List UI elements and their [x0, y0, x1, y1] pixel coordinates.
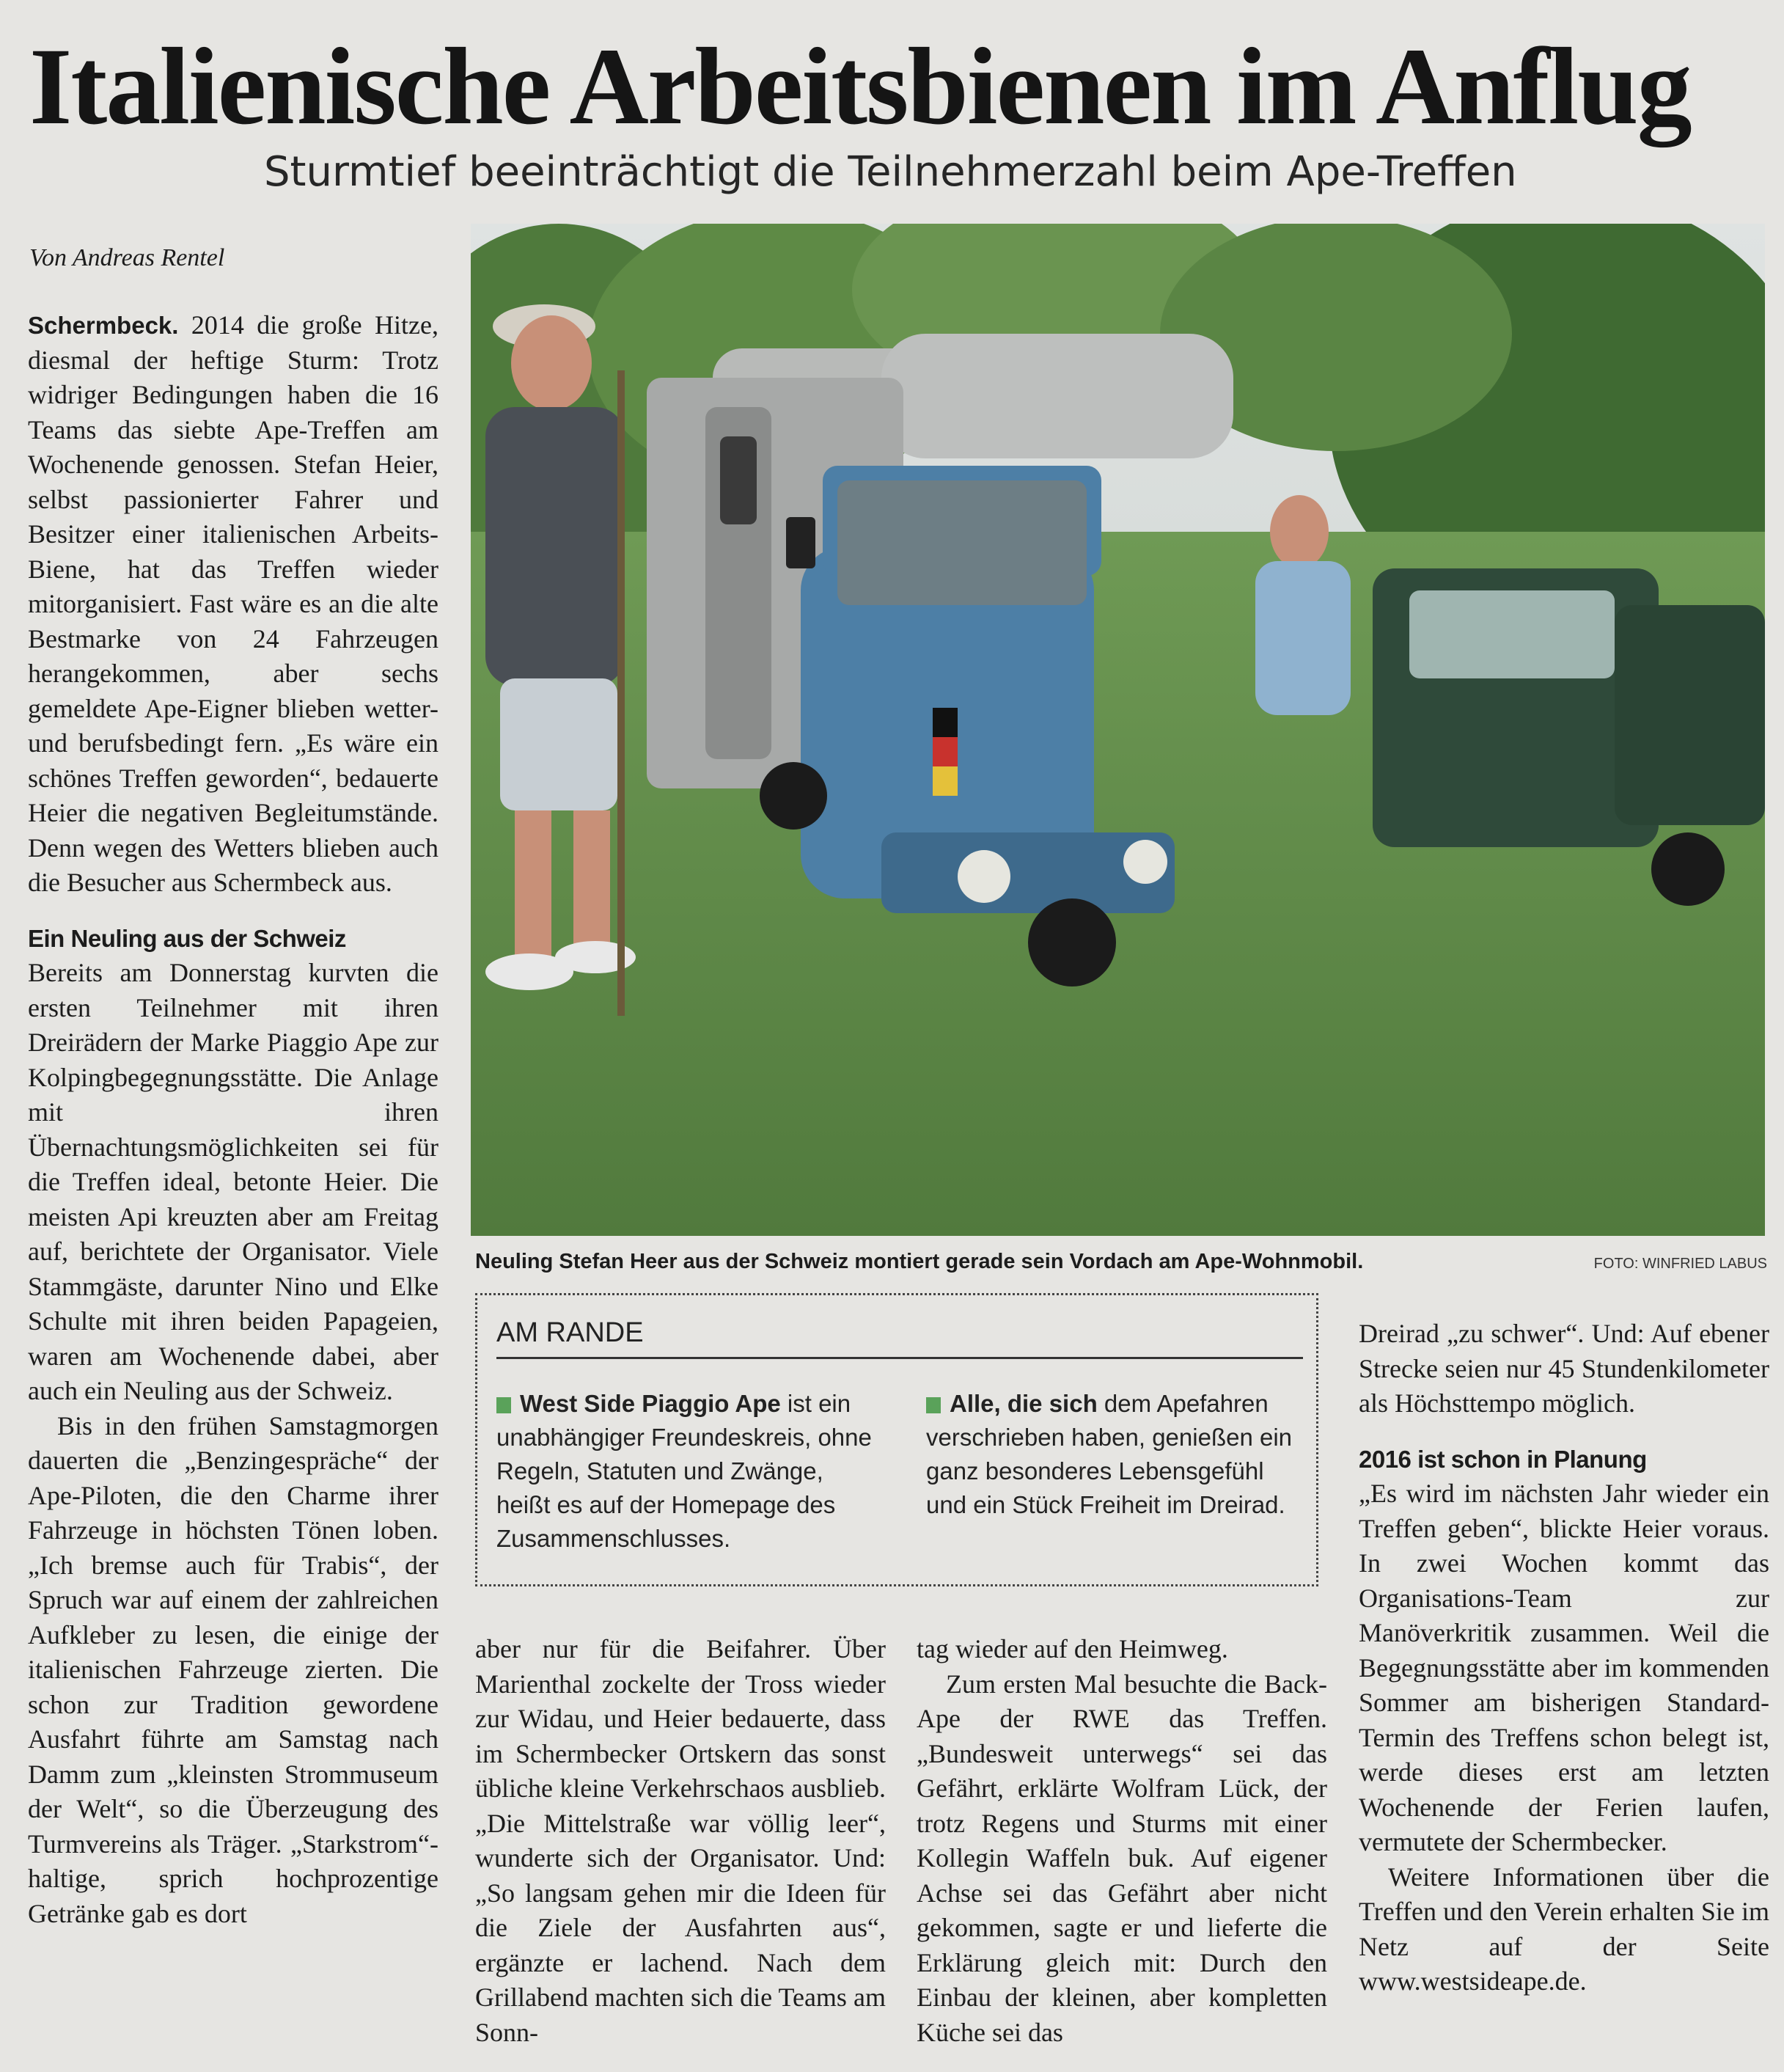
- box-item: [496, 1387, 878, 1556]
- article-column-4: [1359, 1317, 1769, 1999]
- paragraph: „Es wird im nächsten Jahr wieder ein Treffen geben“, blickte Heier voraus. In zwei Wochen kommt das Organisations-Team zur Manöverkritik zusammen. Weil die Begegnungsstätte aber im kommenden Sommer am bisherigen Standard-Termin des Treffens schon belegt ist, werde dieses erst am letzten Wochenende der Ferien laufen, vermutete der Schermbecker.: [1359, 1479, 1769, 1856]
- green-square-bullet-icon: [496, 1397, 511, 1413]
- subheading: 2016 ist schon in Planung: [1359, 1445, 1647, 1473]
- box-item-lead: Alle, die sich: [950, 1390, 1098, 1417]
- campervan-photo: [471, 224, 1765, 1236]
- headline: Italienische Arbeitsbienen im Anflug: [29, 26, 1691, 147]
- paragraph: Weitere Informationen über die Treffen und den Verein erhalten Sie im Netz auf der Seite www.westsideape.de.: [1359, 1861, 1769, 1996]
- subheading: Ein Neuling aus der Schweiz: [28, 924, 346, 952]
- box-title: AM RANDE: [496, 1314, 1303, 1359]
- paragraph: [28, 308, 438, 901]
- dateline: Schermbeck.: [28, 312, 179, 339]
- paragraph: aber nur für die Beifahrer. Über Marienthal zockelte der Tross wieder zur Widau, und Heier bedauerte, dass im Schermbecker Ortskern das sonst übliche kleine Verkehrschaos ausblieb. „Die Mittelstraße war völlig leer“, wunderte sich der Organisator. Und: „So langsam gehen mir die Ideen für die Ziele der Ausfahrten aus“, ergänzte er lachend. Nach dem Grillabend machten sich die Teams am Sonn-: [475, 1634, 886, 2047]
- photo-credit: FOTO: WINFRIED LABUS: [1593, 1256, 1767, 1272]
- paragraph: Dreirad „zu schwer“. Und: Auf ebener Strecke seien nur 45 Stundenkilometer als Höchsttempo möglich.: [1359, 1319, 1769, 1418]
- box-item-text: dem Apefahren verschrieben haben, genießen ein ganz besonderes Lebensgefühl und ein Stück Freiheit im Dreirad.: [926, 1390, 1293, 1518]
- paragraph: tag wieder auf den Heimweg.: [917, 1634, 1228, 1663]
- box-item-lead: West Side Piaggio Ape: [520, 1390, 781, 1417]
- box-item-text: ist ein unabhängiger Freundeskreis, ohne Regeln, Statuten und Zwänge, heißt es auf der Homepage des Zusammenschlusses.: [496, 1390, 872, 1552]
- box-item: [926, 1387, 1307, 1522]
- paragraph-text: 2014 die große Hitze, diesmal der heftige Sturm: Trotz widriger Bedingungen haben die 16 Teams das siebte Ape-Treffen am Wochenende genossen. Stefan Heier, selbst passionierter Fahrer und Besitzer einer italienischen Arbeits-Biene, hat das Treffen wieder mitorganisiert. Fast wäre es an die alte Bestmarke von 24 Fahrzeugen herangekommen, aber sechs gemeldete Ape-Eigner blieben wetter- und berufsbedingt fern. „Es wäre ein schönes Treffen geworden“, bedauerte Heier die negativen Begleitumstände. Denn wegen des Wetters blieben auch die Besucher aus Schermbeck aus.: [28, 310, 439, 897]
- article-column-2: [475, 1632, 886, 2050]
- article-column-1: [28, 308, 438, 1931]
- green-square-bullet-icon: [926, 1397, 941, 1413]
- photo: [471, 224, 1765, 1236]
- byline: Von Andreas Rentel: [29, 244, 225, 271]
- article-column-3: [917, 1632, 1327, 2050]
- paragraph: Zum ersten Mal besuchte die Back-Ape der RWE das Treffen. „Bundesweit unterwegs“ sei das Gefährt, erklärte Wolfram Lück, der trotz Regens und Sturms mit einer Kollegin Waffeln buk. Auf eigener Achse sei das Gefährt aber nicht gekommen, sagte er und lieferte die Erklärung gleich mit: Durch den Einbau der kleinen, aber kompletten Küche sei das: [917, 1669, 1327, 2047]
- paragraph: Bereits am Donnerstag kurvten die ersten Teilnehmer mit ihren Dreirädern der Marke Piaggio Ape zur Kolpingbegegnungsstätte. Die Anlage mit ihren Übernachtungsmöglichkeiten sei für die Treffen ideal, betonte Heier. Die meisten Api kreuzten aber am Freitag auf, berichtete der Organisator. Viele Stammgäste, darunter Nino und Elke Schulte mit ihren beiden Papageien, waren am Wochenende dabei, aber auch ein Neuling aus der Schweiz.: [28, 958, 438, 1405]
- paragraph: Bis in den frühen Samstagmorgen dauerten die „Benzingespräche“ der Ape-Piloten, die den Charme ihrer Fahrzeuge in höchsten Tönen loben. „Ich bremse auch für Trabis“, der Spruch war auf einem der zahlreichen Aufkleber zu lesen, die einige der italienischen Fahrzeuge zierten. Die schon zur Tradition gewordene Ausfahrt führte am Samstag nach Damm zum „kleinsten Strommuseum der Welt“, so die Überzeugung des Turmvereins als Träger. „Starkstrom“-haltige, sprich hochprozentige Getränke gab es dort: [28, 1410, 438, 1928]
- subheadline: Sturmtief beeinträchtigt die Teilnehmerzahl beim Ape-Treffen: [264, 148, 1517, 196]
- am-rande-box: [475, 1293, 1318, 1586]
- photo-caption: Neuling Stefan Heer aus der Schweiz montiert gerade sein Vordach am Ape-Wohnmobil.: [475, 1250, 1364, 1273]
